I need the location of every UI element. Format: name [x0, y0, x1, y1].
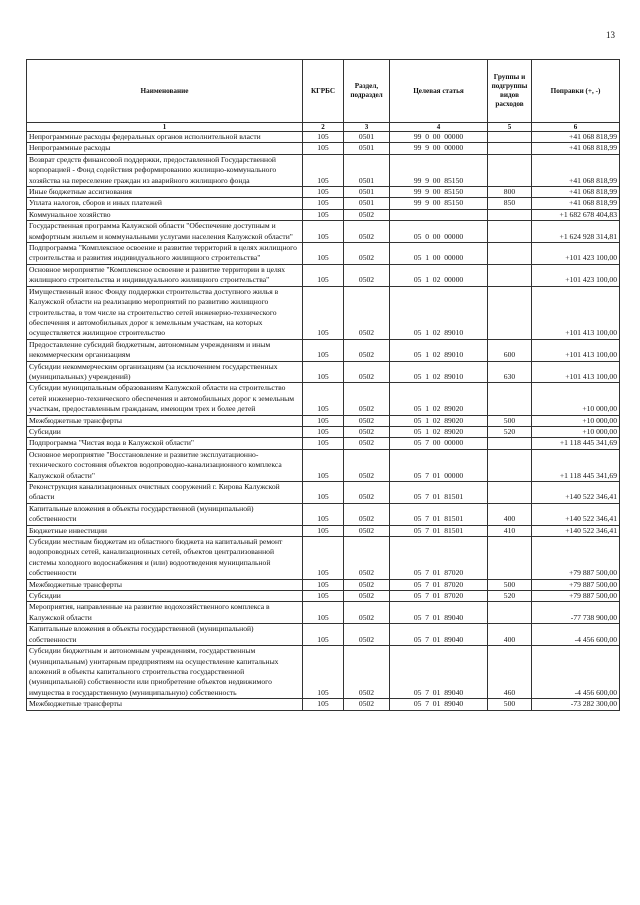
row-section: 0502	[344, 339, 390, 361]
row-amount: +1 624 928 314,81	[532, 221, 620, 243]
row-kgrbs: 105	[303, 579, 344, 590]
row-section: 0501	[344, 132, 390, 143]
column-number: 4	[390, 123, 488, 132]
row-amount: -4 456 600,00	[532, 646, 620, 699]
column-number: 6	[532, 123, 620, 132]
row-kgrbs: 105	[303, 525, 344, 536]
row-section: 0501	[344, 198, 390, 209]
row-amount: +101 413 100,00	[532, 361, 620, 383]
budget-amendments-table	[26, 59, 620, 711]
row-group: 600	[488, 339, 532, 361]
row-section: 0502	[344, 482, 390, 504]
row-amount: +41 068 818,99	[532, 132, 620, 143]
row-kgrbs: 105	[303, 132, 344, 143]
row-section: 0502	[344, 699, 390, 710]
row-name: Межбюджетные трансферты	[27, 415, 303, 426]
row-kgrbs: 105	[303, 198, 344, 209]
column-number: 5	[488, 123, 532, 132]
table-row	[27, 602, 620, 624]
row-name: Уплата налогов, сборов и иных платежей	[27, 198, 303, 209]
table-row	[27, 243, 620, 265]
row-name: Коммунальное хозяйство	[27, 209, 303, 220]
row-name: Реконструкция канализационных очистных сооружений г. Кирова Калужской области	[27, 482, 303, 504]
row-name: Подпрограмма "Чистая вода в Калужской области"	[27, 438, 303, 449]
row-article: 05 1 02 89020	[390, 383, 488, 415]
row-section: 0502	[344, 537, 390, 580]
header-amendment: Поправки (+, -)	[532, 60, 620, 123]
row-article: 99 9 00 00000	[390, 143, 488, 154]
row-section: 0501	[344, 187, 390, 198]
row-name: Межбюджетные трансферты	[27, 699, 303, 710]
column-number-row	[27, 123, 620, 132]
row-amount: +101 423 100,00	[532, 243, 620, 265]
row-kgrbs: 105	[303, 209, 344, 220]
row-group: 850	[488, 198, 532, 209]
column-number: 3	[344, 123, 390, 132]
row-article: 99 0 00 00000	[390, 132, 488, 143]
row-kgrbs: 105	[303, 699, 344, 710]
row-name: Субсидии бюджетным и автономным учреждениям, государственным (муниципальным) унитарным предприятиям на осуществление капитальных вложений в объекты капитального строительства государственной (муниципальной) собственности или приобретение объектов недвижимого имущества в государственную (муниципальную) собственность	[27, 646, 303, 699]
row-article	[390, 209, 488, 220]
header-name: Наименование	[27, 60, 303, 123]
header-section: Раздел, подраздел	[344, 60, 390, 123]
row-article: 05 7 01 87020	[390, 537, 488, 580]
row-article: 05 7 01 00000	[390, 449, 488, 481]
row-group	[488, 383, 532, 415]
row-kgrbs: 105	[303, 646, 344, 699]
row-article: 05 7 01 81501	[390, 503, 488, 525]
row-name: Основное мероприятие "Восстановление и развитие эксплуатационно-технического состояния объектов водопроводно-канализационного комплекса Калужской области"	[27, 449, 303, 481]
row-section: 0502	[344, 209, 390, 220]
row-group	[488, 286, 532, 339]
row-group: 500	[488, 579, 532, 590]
row-section: 0501	[344, 143, 390, 154]
row-article: 05 1 02 00000	[390, 264, 488, 286]
row-kgrbs: 105	[303, 154, 344, 186]
row-group: 520	[488, 426, 532, 437]
row-article: 05 7 01 87020	[390, 591, 488, 602]
row-amount: +101 413 100,00	[532, 286, 620, 339]
row-group: 520	[488, 591, 532, 602]
row-article: 05 0 00 00000	[390, 221, 488, 243]
table-row	[27, 209, 620, 220]
table-row	[27, 198, 620, 209]
row-kgrbs: 105	[303, 449, 344, 481]
row-kgrbs: 105	[303, 286, 344, 339]
header-group: Группы и подгруппы видов расходов	[488, 60, 532, 123]
table-row	[27, 383, 620, 415]
table-row	[27, 132, 620, 143]
row-group: 500	[488, 415, 532, 426]
table-row	[27, 646, 620, 699]
header-article: Целевая статья	[390, 60, 488, 123]
row-kgrbs: 105	[303, 537, 344, 580]
table-row	[27, 579, 620, 590]
row-amount: +140 522 346,41	[532, 503, 620, 525]
row-kgrbs: 105	[303, 591, 344, 602]
table-row	[27, 537, 620, 580]
row-name: Непрограммные расходы федеральных органов исполнительной власти	[27, 132, 303, 143]
row-group: 460	[488, 646, 532, 699]
row-name: Иные бюджетные ассигнования	[27, 187, 303, 198]
row-article: 05 7 00 00000	[390, 438, 488, 449]
row-name: Капитальные вложения в объекты государственной (муниципальной) собственности	[27, 624, 303, 646]
row-amount: +41 068 818,99	[532, 143, 620, 154]
table-row	[27, 482, 620, 504]
row-amount: +41 068 818,99	[532, 198, 620, 209]
row-amount: +10 000,00	[532, 415, 620, 426]
row-kgrbs: 105	[303, 143, 344, 154]
row-section: 0502	[344, 624, 390, 646]
row-amount: +1 118 445 341,69	[532, 449, 620, 481]
row-section: 0502	[344, 646, 390, 699]
row-name: Бюджетные инвестиции	[27, 525, 303, 536]
row-amount: +10 000,00	[532, 426, 620, 437]
row-kgrbs: 105	[303, 383, 344, 415]
row-section: 0502	[344, 383, 390, 415]
table-header-row	[27, 60, 620, 123]
row-name: Субсидии	[27, 591, 303, 602]
row-section: 0501	[344, 154, 390, 186]
row-amount: -4 456 600,00	[532, 624, 620, 646]
row-name: Субсидии	[27, 426, 303, 437]
row-section: 0502	[344, 449, 390, 481]
row-amount: +140 522 346,41	[532, 525, 620, 536]
table-row	[27, 699, 620, 710]
row-kgrbs: 105	[303, 624, 344, 646]
table-row	[27, 187, 620, 198]
row-section: 0502	[344, 602, 390, 624]
row-name: Государственная программа Калужской области "Обеспечение доступным и комфортным жильем и коммунальными услугами населения Калужской области"	[27, 221, 303, 243]
row-name: Предоставление субсидий бюджетным, автономным учреждениям и иным некоммерческим организациям	[27, 339, 303, 361]
column-number: 1	[27, 123, 303, 132]
row-kgrbs: 105	[303, 503, 344, 525]
table-row	[27, 591, 620, 602]
row-article: 99 9 00 85150	[390, 187, 488, 198]
row-name: Имущественный взнос Фонду поддержки строительства доступного жилья в Калужской области на реализацию мероприятий по развитию жилищного строительства, в том числе на строительство сетей инженерно-технического обеспечения и автомобильных дорог к земельным участкам, на которых осуществляется жилищное строительство	[27, 286, 303, 339]
row-section: 0502	[344, 286, 390, 339]
page-number: 13	[606, 30, 615, 40]
table-row	[27, 264, 620, 286]
table-row	[27, 221, 620, 243]
row-section: 0502	[344, 221, 390, 243]
row-kgrbs: 105	[303, 602, 344, 624]
row-section: 0502	[344, 579, 390, 590]
row-group: 400	[488, 503, 532, 525]
header-kgrbs: КГРБС	[303, 60, 344, 123]
row-group: 630	[488, 361, 532, 383]
row-section: 0502	[344, 438, 390, 449]
row-article: 05 7 01 89040	[390, 602, 488, 624]
table-row	[27, 449, 620, 481]
row-kgrbs: 105	[303, 221, 344, 243]
table-row	[27, 286, 620, 339]
row-name: Капитальные вложения в объекты государственной (муниципальной) собственности	[27, 503, 303, 525]
row-amount: +79 887 500,00	[532, 591, 620, 602]
row-article: 05 7 01 89040	[390, 699, 488, 710]
table-row	[27, 438, 620, 449]
row-amount: +79 887 500,00	[532, 579, 620, 590]
table-row	[27, 503, 620, 525]
row-group: 400	[488, 624, 532, 646]
row-name: Субсидии муниципальным образованиям Калужской области на строительство сетей инженерно-технического обеспечения и автомобильных дорог к земельным участкам, предоставленным гражданам, имеющим трех и более детей	[27, 383, 303, 415]
row-section: 0502	[344, 591, 390, 602]
row-article: 05 7 01 89040	[390, 646, 488, 699]
row-group	[488, 602, 532, 624]
row-amount: +140 522 346,41	[532, 482, 620, 504]
row-article: 99 9 00 85150	[390, 154, 488, 186]
row-article: 05 7 01 81501	[390, 482, 488, 504]
row-group	[488, 264, 532, 286]
table-body	[27, 132, 620, 711]
column-number: 2	[303, 123, 344, 132]
row-section: 0502	[344, 525, 390, 536]
row-amount: +79 887 500,00	[532, 537, 620, 580]
row-kgrbs: 105	[303, 187, 344, 198]
row-group	[488, 438, 532, 449]
row-section: 0502	[344, 426, 390, 437]
row-group	[488, 449, 532, 481]
table-row	[27, 426, 620, 437]
row-amount: +101 413 100,00	[532, 339, 620, 361]
row-name: Мероприятия, направленные на развитие водохозяйственного комплекса в Калужской области	[27, 602, 303, 624]
row-section: 0502	[344, 415, 390, 426]
row-name: Возврат средств финансовой поддержки, предоставленной Государственной корпорацией - Фонд содействия реформированию жилищно-коммунального хозяйства на переселение граждан из аварийного жилищного фонда	[27, 154, 303, 186]
row-kgrbs: 105	[303, 243, 344, 265]
row-amount: +1 118 445 341,69	[532, 438, 620, 449]
row-group	[488, 221, 532, 243]
row-name: Непрограммные расходы	[27, 143, 303, 154]
table-row	[27, 339, 620, 361]
row-name: Субсидии местным бюджетам из областного бюджета на капитальный ремонт водопроводных сетей, канализационных сетей, объектов централизованной системы холодного водоснабжения и (или) водоотведения муниципальной собственности	[27, 537, 303, 580]
row-name: Подпрограмма "Комплексное освоение и развитие территорий в целях жилищного строительства и развития индивидуального жилищного строительства"	[27, 243, 303, 265]
row-group: 800	[488, 187, 532, 198]
row-amount: +101 423 100,00	[532, 264, 620, 286]
row-group: 410	[488, 525, 532, 536]
row-amount: +41 068 818,99	[532, 187, 620, 198]
row-kgrbs: 105	[303, 438, 344, 449]
row-group	[488, 537, 532, 580]
row-section: 0502	[344, 503, 390, 525]
row-group	[488, 154, 532, 186]
row-kgrbs: 105	[303, 264, 344, 286]
row-article: 05 1 00 00000	[390, 243, 488, 265]
row-section: 0502	[344, 264, 390, 286]
row-article: 05 7 01 87020	[390, 579, 488, 590]
row-article: 05 7 01 81501	[390, 525, 488, 536]
row-group	[488, 243, 532, 265]
row-kgrbs: 105	[303, 415, 344, 426]
row-amount: -77 738 900,00	[532, 602, 620, 624]
row-amount: +1 682 678 404,83	[532, 209, 620, 220]
table-row	[27, 624, 620, 646]
row-article: 05 1 02 89020	[390, 426, 488, 437]
row-kgrbs: 105	[303, 339, 344, 361]
table-row	[27, 525, 620, 536]
table-row	[27, 154, 620, 186]
row-name: Основное мероприятие "Комплексное освоение и развитие территории в целях жилищного строительства и индивидуального жилищного строительства"	[27, 264, 303, 286]
row-amount: -73 282 300,00	[532, 699, 620, 710]
table-row	[27, 361, 620, 383]
row-article: 05 1 02 89010	[390, 286, 488, 339]
row-amount: +41 068 818,99	[532, 154, 620, 186]
row-section: 0502	[344, 361, 390, 383]
row-group	[488, 482, 532, 504]
row-article: 99 9 00 85150	[390, 198, 488, 209]
table-row	[27, 143, 620, 154]
row-amount: +10 000,00	[532, 383, 620, 415]
row-article: 05 1 02 89010	[390, 361, 488, 383]
row-article: 05 7 01 89040	[390, 624, 488, 646]
row-article: 05 1 02 89010	[390, 339, 488, 361]
row-name: Межбюджетные трансферты	[27, 579, 303, 590]
row-group	[488, 209, 532, 220]
row-section: 0502	[344, 243, 390, 265]
table-row	[27, 415, 620, 426]
row-kgrbs: 105	[303, 426, 344, 437]
row-kgrbs: 105	[303, 482, 344, 504]
row-group	[488, 132, 532, 143]
row-name: Субсидии некоммерческим организациям (за исключением государственных (муниципальных) учреждений)	[27, 361, 303, 383]
row-group	[488, 143, 532, 154]
row-kgrbs: 105	[303, 361, 344, 383]
row-article: 05 1 02 89020	[390, 415, 488, 426]
row-group: 500	[488, 699, 532, 710]
